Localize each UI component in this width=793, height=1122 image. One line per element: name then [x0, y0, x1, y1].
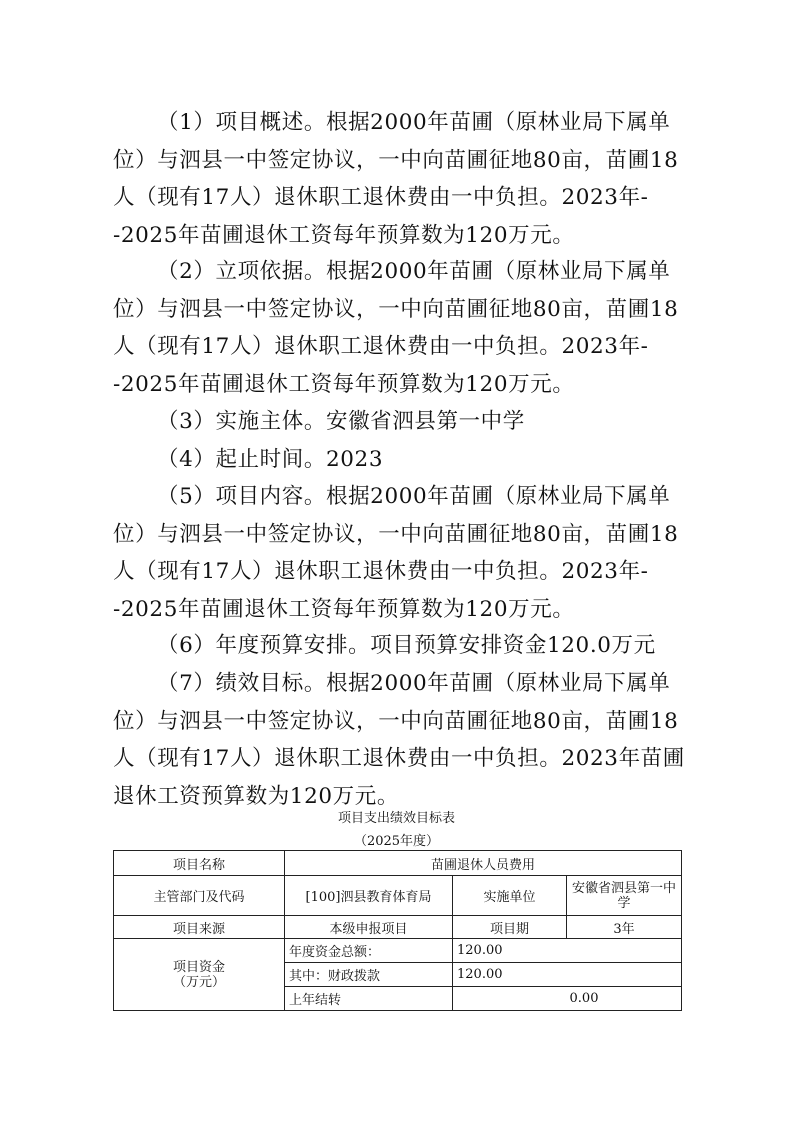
funds-carryover-label: 上年结转 — [285, 987, 453, 1011]
paragraph-performance-goal — [113, 665, 688, 815]
funds-unit: （万元） — [172, 974, 225, 990]
paragraph-body: 项目预算安排资金120.0万元 — [370, 633, 656, 658]
table-row — [114, 916, 682, 939]
paragraph-project-content — [113, 478, 688, 628]
table-row — [114, 876, 682, 916]
period-value: 3年 — [567, 916, 682, 939]
paragraph-heading: （5）项目内容。 — [157, 484, 326, 509]
funds-total-value: 120.00 — [453, 939, 682, 963]
paragraph-body: 根据2000年苗圃（原林业局下属单位）与泗县一中签定协议，一中向苗圃征地80亩，苗圃18人（现有17人）退休职工退休费由一中负担。2023年--2025年苗圃退休工资每年预算数为120万元。 — [113, 484, 679, 622]
paragraph-implementing-entity — [113, 403, 688, 441]
table-row — [114, 939, 682, 963]
paragraph-body: 根据2000年苗圃（原林业局下属单位）与泗县一中签定协议，一中向苗圃征地80亩，苗圃18人（现有17人）退休职工退休费由一中负担。2023年--2025年苗圃退休工资每年预算数为120万元。 — [113, 259, 679, 397]
impl-value: 安徽省泗县第一中学 — [567, 876, 682, 916]
funds-carryover-value: 0.00 — [453, 987, 682, 1011]
funds-fiscal-value: 120.00 — [453, 963, 682, 987]
paragraph-heading: （1）项目概述。 — [157, 110, 326, 135]
funds-total-label: 年度资金总额： — [285, 939, 453, 963]
paragraph-body: 根据2000年苗圃（原林业局下属单位）与泗县一中签定协议，一中向苗圃征地80亩，苗圃18人（现有17人）退休职工退休费由一中负担。2023年--2025年苗圃退休工资每年预算数为120万元。 — [113, 110, 679, 248]
paragraph-heading: （3）实施主体。 — [157, 409, 326, 434]
paragraph-body: 2023 — [325, 447, 384, 472]
source-value: 本级申报项目 — [285, 916, 453, 939]
funds-label: 项目资金 — [172, 959, 225, 975]
table-year: （2025年度） — [353, 834, 440, 849]
paragraph-heading: （2）立项依据。 — [157, 259, 326, 284]
dept-label: 主管部门及代码 — [114, 876, 285, 916]
performance-target-table — [113, 850, 682, 1011]
paragraph-start-end-time — [113, 441, 688, 479]
funds-fiscal-label: 其中：财政拨款 — [285, 963, 453, 987]
impl-label: 实施单位 — [453, 876, 567, 916]
paragraph-body: 根据2000年苗圃（原林业局下属单位）与泗县一中签定协议，一中向苗圃征地80亩，苗圃18人（现有17人）退休职工退休费由一中负担。2023年苗圃退休工资预算数为120万元。 — [113, 671, 685, 809]
funds-label-cell — [114, 939, 285, 1011]
table-row — [114, 851, 682, 876]
paragraph-project-basis — [113, 253, 688, 403]
paragraph-project-overview — [113, 104, 688, 254]
paragraph-annual-budget — [113, 627, 688, 665]
paragraph-heading: （7）绩效目标。 — [157, 671, 326, 696]
project-name-value: 苗圃退休人员费用 — [285, 851, 682, 876]
source-label: 项目来源 — [114, 916, 285, 939]
paragraph-heading: （6）年度预算安排。 — [157, 633, 371, 658]
paragraph-body: 安徽省泗县第一中学 — [325, 409, 525, 434]
table-title: 项目支出绩效目标表 — [337, 811, 455, 826]
dept-value: [100]泗县教育体育局 — [285, 876, 453, 916]
period-label: 项目期 — [453, 916, 567, 939]
project-name-label: 项目名称 — [114, 851, 285, 876]
paragraph-heading: （4）起止时间。 — [157, 447, 326, 472]
